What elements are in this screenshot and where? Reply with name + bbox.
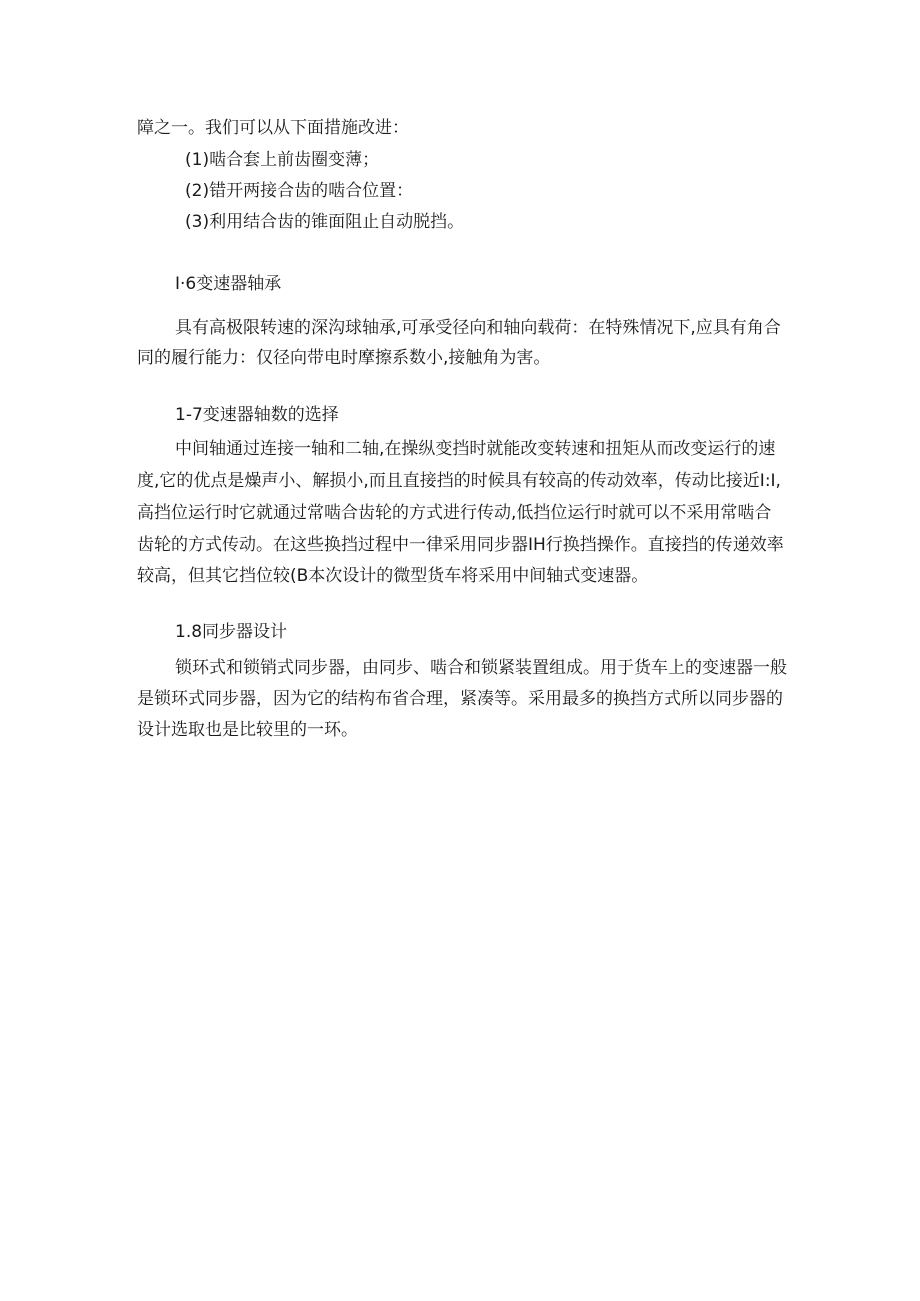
paragraph-line: 度,它的优点是燥声小、解损小,而且直接挡的时候具有较高的传动效率，传动比接近I:I, [137, 471, 781, 491]
measure-item-1: (1)啮合套上前齿圈变薄； [185, 150, 380, 170]
paragraph-line: 较高，但其它挡位较(B本次设计的微型货车将采用中间轴式变速器。 [137, 566, 649, 586]
section-heading-shaft-count: 1-7变速器轴数的选择 [175, 405, 339, 425]
measure-item-3: (3)利用结合齿的锥面阻止自动脱挡。 [185, 212, 465, 232]
paragraph-line: 设计选取也是比较里的一环。 [137, 720, 358, 740]
section-heading-bearing: I·6变速器轴承 [175, 274, 282, 294]
paragraph-line: 锁环式和锁销式同步器，由同步、啮合和锁紧装置组成。用于货车上的变速器一般 [175, 658, 787, 678]
paragraph-line: 同的履行能力：仅径向带电时摩擦系数小,接触角为害。 [137, 348, 551, 368]
paragraph-line: 具有高极限转速的深沟球轴承,可承受径向和轴向载荷：在特殊情况下,应具有角合 [175, 318, 781, 338]
paragraph-line: 高挡位运行时它就通过常啮合齿轮的方式进行传动,低挡位运行时就可以不采用常啮合 [137, 503, 772, 523]
section-heading-synchronizer: 1.8同步器设计 [175, 622, 288, 642]
paragraph-line: 中间轴通过连接一轴和二轴,在操纵变挡时就能改变转速和扭矩从而改变运行的速 [175, 439, 776, 459]
paragraph-line: 是锁环式同步器，因为它的结构布省合理，紧凑等。采用最多的换挡方式所以同步器的 [137, 689, 783, 709]
measure-item-2: (2)错开两接合齿的啮合位置： [185, 181, 414, 201]
intro-line: 障之一。我们可以从下面措施改进： [137, 118, 409, 138]
paragraph-line: 齿轮的方式传动。在这些换挡过程中一律采用同步器IH行换挡操作。直接挡的传递效率 [137, 535, 784, 555]
